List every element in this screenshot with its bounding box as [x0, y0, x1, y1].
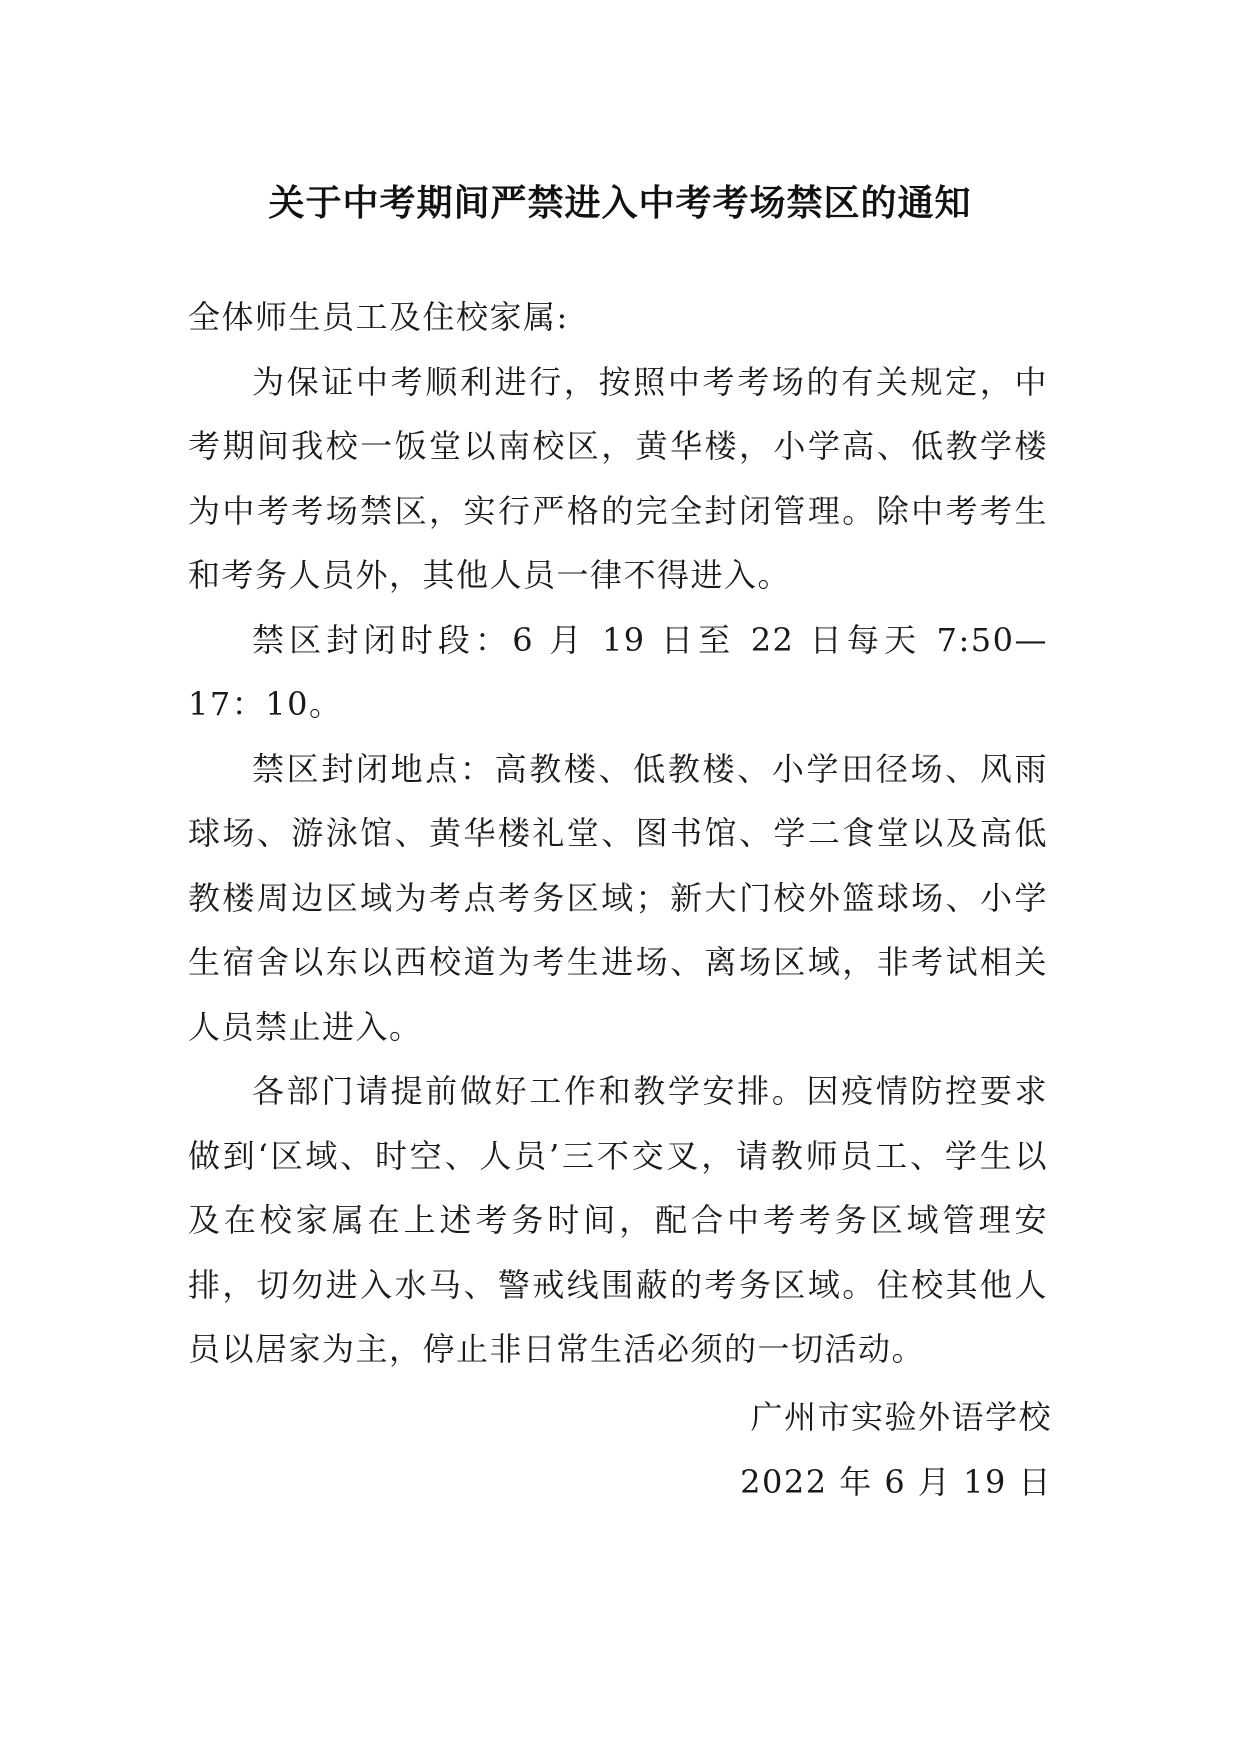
paragraph-exam-restriction: 为保证中考顺利进行，按照中考考场的有关规定，中考期间我校一饭堂以南校区，黄华楼，小学高、低教学楼为中考考场禁区，实行严格的完全封闭管理。除中考考生和考务人员外，其他人员一律不得进入。 — [188, 362, 1048, 594]
notice-body — [188, 285, 1048, 1382]
paragraph-arrangements: 各部门请提前做好工作和教学安排。因疫情防控要求做到‘区域、时空、人员’三不交叉，请教师员工、学生以及在校家属在上述考务时间，配合中考考务区域管理安排，切勿进入水马、警戒线围蔽的考务区域。住校其他人员以居家为主，停止非日常生活必须的一切活动。 — [188, 1072, 1048, 1368]
signature-block — [740, 1385, 1052, 1514]
signature-date: 2022 年 6 月 19 日 — [740, 1462, 1052, 1501]
paragraph-closure-time: 禁区封闭时段：6 月 19 日至 22 日每天 7:50—17：10。 — [188, 620, 1048, 723]
signature-organization: 广州市实验外语学校 — [750, 1398, 1052, 1436]
salutation: 全体师生员工及住校家属: — [188, 298, 569, 336]
notice-title: 关于中考期间严禁进入中考考场禁区的通知 — [268, 183, 972, 225]
paragraph-closure-locations: 禁区封闭地点：高教楼、低教楼、小学田径场、风雨球场、游泳馆、黄华楼礼堂、图书馆、学二食堂以及高低教楼周边区域为考点考务区域；新大门校外篮球场、小学生宿舍以东以西校道为考生进场、离场区域，非考试相关人员禁止进入。 — [188, 749, 1048, 1046]
